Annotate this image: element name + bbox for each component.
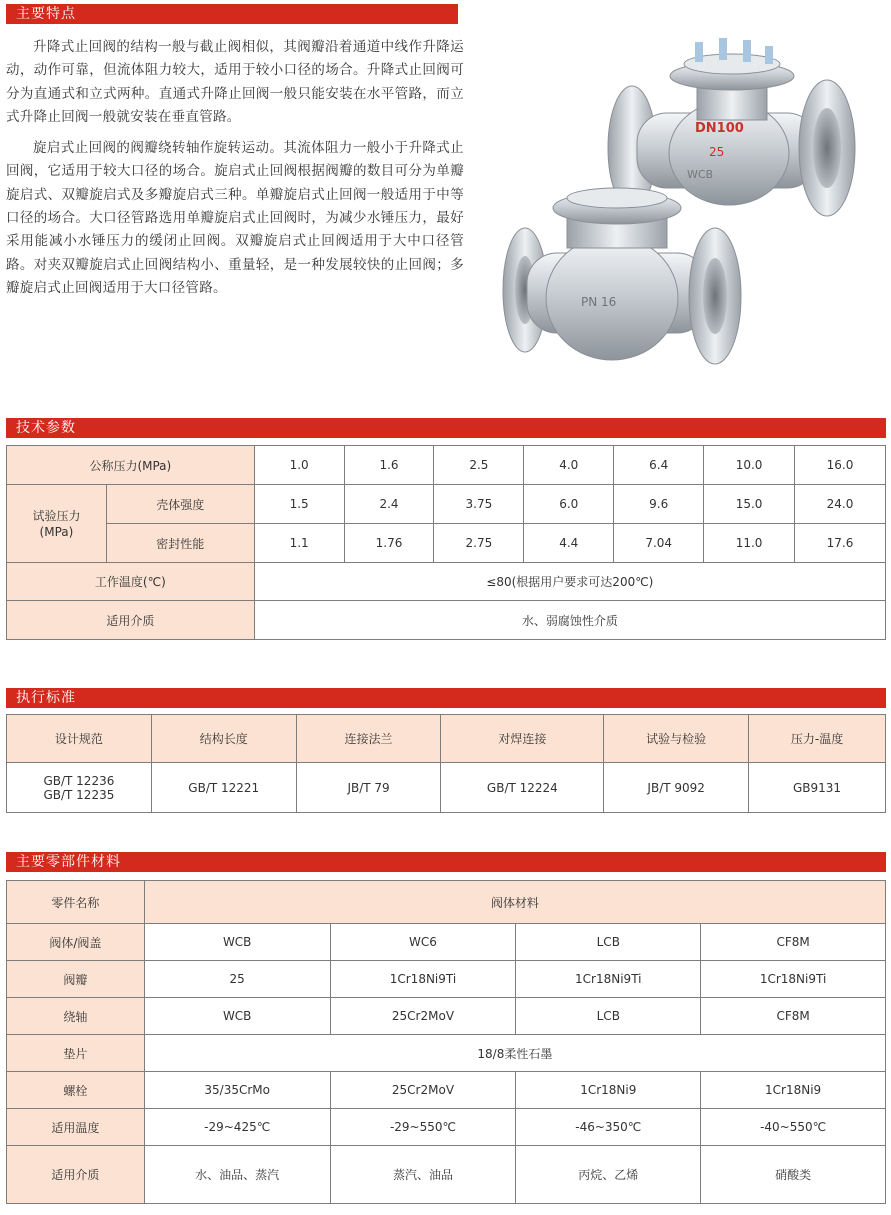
nominal-cell: 16.0 [795, 446, 886, 485]
material-cell: 水、油品、蒸汽 [144, 1146, 330, 1204]
section-header-features: 主要特点 [6, 4, 458, 24]
part-name-cell: 垫片 [7, 1035, 145, 1072]
materials-table [6, 880, 886, 1204]
params-row-medium [7, 601, 886, 640]
seal-cell: 4.4 [524, 524, 614, 563]
materials-row [7, 998, 886, 1035]
material-cell: WC6 [330, 924, 516, 961]
valve-label-pn16: PN 16 [581, 295, 617, 309]
nominal-cell: 1.0 [254, 446, 344, 485]
shell-cell: 3.75 [434, 485, 524, 524]
nominal-cell: 6.4 [614, 446, 704, 485]
medium-label: 适用介质 [7, 601, 255, 640]
material-cell: CF8M [701, 998, 886, 1035]
seal-cell: 2.75 [434, 524, 524, 563]
material-cell: 25 [144, 961, 330, 998]
material-cell: 25Cr2MoV [330, 998, 516, 1035]
materials-row-gasket [7, 1035, 886, 1072]
material-cell: -46~350℃ [516, 1109, 701, 1146]
standards-value-cell: GB/T 12224 [441, 763, 604, 813]
nominal-cell: 2.5 [434, 446, 524, 485]
shell-cell: 2.4 [344, 485, 434, 524]
gasket-material-cell: 18/8柔性石墨 [144, 1035, 885, 1072]
standards-value-row [7, 763, 886, 813]
material-cell: 蒸汽、油品 [330, 1146, 516, 1204]
material-cell: 1Cr18Ni9 [701, 1072, 886, 1109]
part-name-cell: 适用介质 [7, 1146, 145, 1204]
seal-cell: 11.0 [704, 524, 795, 563]
valve-label-dn: DN100 [695, 121, 744, 136]
material-cell: 丙烷、乙烯 [516, 1146, 701, 1204]
material-cell: WCB [144, 924, 330, 961]
design-spec-line: GB/T 12236 [43, 773, 115, 788]
material-cell: 1Cr18Ni9 [516, 1072, 701, 1109]
materials-header-row [7, 881, 886, 924]
valve-label-mat: WCB [687, 168, 714, 181]
shell-cell: 1.5 [254, 485, 344, 524]
standards-value-cell: JB/T 9092 [604, 763, 749, 813]
materials-row [7, 1146, 886, 1204]
seal-cell: 17.6 [795, 524, 886, 563]
material-cell: -29~550℃ [330, 1109, 516, 1146]
standards-header-row [7, 715, 886, 763]
swing-check-valve [503, 188, 741, 364]
standards-header-cell: 试验与检验 [604, 715, 749, 763]
standards-value-cell: GB/T 12221 [151, 763, 296, 813]
seal-cell: 7.04 [614, 524, 704, 563]
material-cell: 35/35CrMo [144, 1072, 330, 1109]
standards-header-cell: 对焊连接 [441, 715, 604, 763]
test-pressure-label: 试验压力 (MPa) [7, 485, 107, 563]
nominal-pressure-label: 公称压力(MPa) [7, 446, 255, 485]
body-material-header: 阀体材料 [144, 881, 885, 924]
check-valve-product-photo [497, 28, 877, 388]
standards-table [6, 714, 886, 813]
design-spec-cell [7, 763, 152, 813]
shell-strength-label: 壳体强度 [106, 485, 254, 524]
nominal-cell: 4.0 [524, 446, 614, 485]
material-cell: 硝酸类 [701, 1146, 886, 1204]
material-cell: CF8M [701, 924, 886, 961]
standards-header-cell: 设计规范 [7, 715, 152, 763]
seal-cell: 1.76 [344, 524, 434, 563]
nominal-cell: 10.0 [704, 446, 795, 485]
materials-row [7, 1109, 886, 1146]
working-temp-label: 工作温度(℃) [7, 563, 255, 601]
material-cell: LCB [516, 924, 701, 961]
params-row-nominal [7, 446, 886, 485]
shell-cell: 15.0 [704, 485, 795, 524]
part-name-cell: 阀体/阀盖 [7, 924, 145, 961]
nominal-cell: 1.6 [344, 446, 434, 485]
section-header-materials: 主要零部件材料 [6, 852, 886, 872]
material-cell: 1Cr18Ni9Ti [330, 961, 516, 998]
intro-text [6, 36, 464, 308]
params-row-seal [7, 524, 886, 563]
standards-value-cell: GB9131 [749, 763, 886, 813]
params-row-temp [7, 563, 886, 601]
params-row-shell [7, 485, 886, 524]
material-cell: -40~550℃ [701, 1109, 886, 1146]
standards-header-cell: 结构长度 [151, 715, 296, 763]
part-name-cell: 绕轴 [7, 998, 145, 1035]
material-cell: 25Cr2MoV [330, 1072, 516, 1109]
standards-header-cell: 压力-温度 [749, 715, 886, 763]
section-header-params: 技术参数 [6, 418, 886, 438]
standards-header-cell: 连接法兰 [296, 715, 441, 763]
design-spec-line: GB/T 12235 [43, 787, 115, 802]
shell-cell: 24.0 [795, 485, 886, 524]
materials-row [7, 961, 886, 998]
working-temp-value: ≤80(根据用户要求可达200℃) [254, 563, 885, 601]
material-cell: -29~425℃ [144, 1109, 330, 1146]
section-header-standards: 执行标准 [6, 688, 886, 708]
params-table [6, 445, 886, 640]
materials-row [7, 1072, 886, 1109]
part-name-cell: 阀瓣 [7, 961, 145, 998]
seal-performance-label: 密封性能 [106, 524, 254, 563]
shell-cell: 6.0 [524, 485, 614, 524]
material-cell: 1Cr18Ni9Ti [516, 961, 701, 998]
part-name-cell: 螺栓 [7, 1072, 145, 1109]
intro-paragraph-lift: 升降式止回阀的结构一般与截止阀相似，其阀瓣沿着通道中线作升降运动，动作可靠，但流体阻力较大，适用于较小口径的场合。升降式止回阀可分为直通式和立式两种。直通式升降止回阀一般只能安装在水平管路，而立式升降止回阀一般就安装在垂直管路。 [6, 39, 464, 125]
part-name-cell: 适用温度 [7, 1109, 145, 1146]
material-cell: 1Cr18Ni9Ti [701, 961, 886, 998]
seal-cell: 1.1 [254, 524, 344, 563]
standards-value-cell: JB/T 79 [296, 763, 441, 813]
material-cell: LCB [516, 998, 701, 1035]
valve-label-pn: 25 [709, 145, 725, 159]
shell-cell: 9.6 [614, 485, 704, 524]
materials-row [7, 924, 886, 961]
intro-paragraph-swing: 旋启式止回阀的阀瓣绕转轴作旋转运动。其流体阻力一般小于升降式止回阀，它适用于较大口径的场合。旋启式止回阀根据阀瓣的数目可分为单瓣旋启式、双瓣旋启式及多瓣旋启式三种。单瓣旋启式止回阀一般适用于中等口径的场合。大口径管路选用单瓣旋启式止回阀时，为减少水锤压力，最好采用能减小水锤压力的缓闭止回阀。双瓣旋启式止回阀适用于大中口径管路。对夹双瓣旋启式止回阀结构小、重量轻，是一种发展较快的止回阀；多瓣旋启式止回阀适用于大口径管路。 [6, 140, 464, 296]
material-cell: WCB [144, 998, 330, 1035]
medium-value: 水、弱腐蚀性介质 [254, 601, 885, 640]
part-name-header: 零件名称 [7, 881, 145, 924]
